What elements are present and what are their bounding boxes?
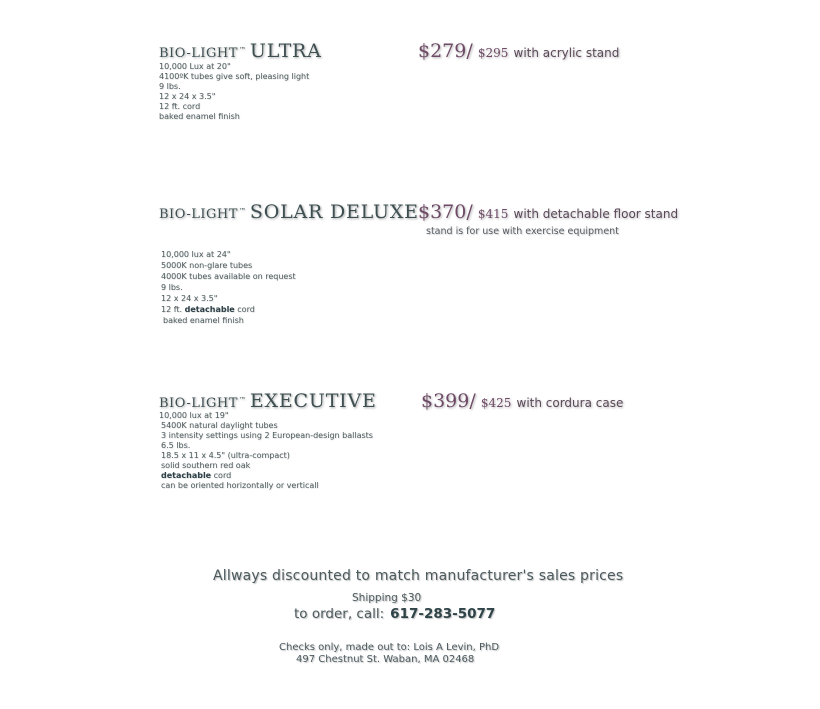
- model-name: EXECUTIVE: [249, 390, 377, 412]
- cord-suffix: cord: [237, 305, 255, 314]
- model-name: ULTRA: [249, 40, 322, 62]
- spec-item-cord: [161, 305, 296, 315]
- spec-item: 10,000 lux at 24": [161, 250, 231, 259]
- spec-item: 3 intensity settings using 2 European-design ballasts: [161, 431, 373, 440]
- spec-item: 12 ft. cord: [159, 102, 201, 111]
- mailing-address: 497 Chestnut St. Waban, MA 02468: [296, 654, 475, 665]
- spec-list: [161, 250, 296, 326]
- stand-note: stand is for use with exercise equipment: [426, 226, 619, 237]
- spec-item: 9 lbs.: [159, 82, 181, 91]
- spec-item: can be oriented horizontally or verticall: [161, 481, 319, 490]
- cord-bold: detachable: [161, 471, 212, 480]
- spec-item: 9 lbs.: [161, 283, 183, 292]
- price-alt-amount: $295: [477, 46, 509, 60]
- product-title: [159, 40, 322, 62]
- cord-bold: detachable: [184, 305, 235, 314]
- brand-name: BIO-LIGHT: [159, 46, 238, 61]
- spec-item: 4100ºK tubes give soft, pleasing light: [159, 72, 310, 81]
- spec-item: baked enamel finish: [159, 112, 240, 121]
- spec-item: 5400K natural daylight tubes: [161, 421, 278, 430]
- spec-list: [159, 62, 309, 122]
- spec-item-cord: [159, 471, 373, 481]
- spec-item: 12 x 24 x 3.5": [159, 92, 216, 101]
- product-title: [159, 201, 419, 223]
- spec-item: 18.5 x 11 x 4.5" (ultra-compact): [161, 451, 290, 460]
- product-price: [421, 390, 623, 412]
- cord-prefix: 12 ft.: [161, 305, 183, 314]
- price-alt-text: with cordura case: [516, 396, 624, 410]
- spec-item: 10,000 Lux at 20": [159, 62, 231, 71]
- trademark-symbol: ™: [238, 46, 246, 54]
- spec-item: baked enamel finish: [163, 316, 244, 325]
- model-name: SOLAR DELUXE: [249, 201, 419, 223]
- brand-name: BIO-LIGHT: [159, 207, 238, 222]
- trademark-symbol: ™: [238, 396, 246, 404]
- spec-list: [159, 411, 373, 491]
- order-label: to order, call:: [294, 606, 385, 622]
- order-line: [294, 606, 495, 622]
- discount-notice: Allways discounted to match manufacturer's sales prices: [213, 568, 624, 584]
- spec-item: 5000K non-glare tubes: [161, 261, 253, 270]
- price-alt-amount: $425: [480, 396, 512, 410]
- price-main: $370/: [418, 201, 473, 223]
- shipping-info: Shipping $30: [352, 592, 422, 604]
- cord-suffix: cord: [213, 471, 232, 480]
- spec-item: 12 x 24 x 3.5": [161, 294, 218, 303]
- price-main: $279/: [418, 40, 473, 62]
- product-price: [418, 40, 619, 62]
- price-alt-amount: $415: [477, 207, 509, 221]
- spec-item: 6.5 lbs.: [161, 441, 191, 450]
- spec-item: 10,000 lux at 19": [159, 411, 229, 420]
- checks-info: Checks only, made out to: Lois A Levin, PhD: [279, 642, 500, 653]
- price-alt-text: with acrylic stand: [513, 46, 620, 60]
- brand-name: BIO-LIGHT: [159, 396, 238, 411]
- phone-number[interactable]: 617-283-5077: [390, 606, 496, 622]
- price-alt-text: with detachable floor stand: [513, 207, 679, 221]
- spec-item: solid southern red oak: [161, 461, 251, 470]
- price-main: $399/: [421, 390, 476, 412]
- product-title: [159, 390, 377, 412]
- product-price: [418, 201, 678, 223]
- spec-item: 4000K tubes available on request: [161, 272, 296, 281]
- trademark-symbol: ™: [238, 207, 246, 215]
